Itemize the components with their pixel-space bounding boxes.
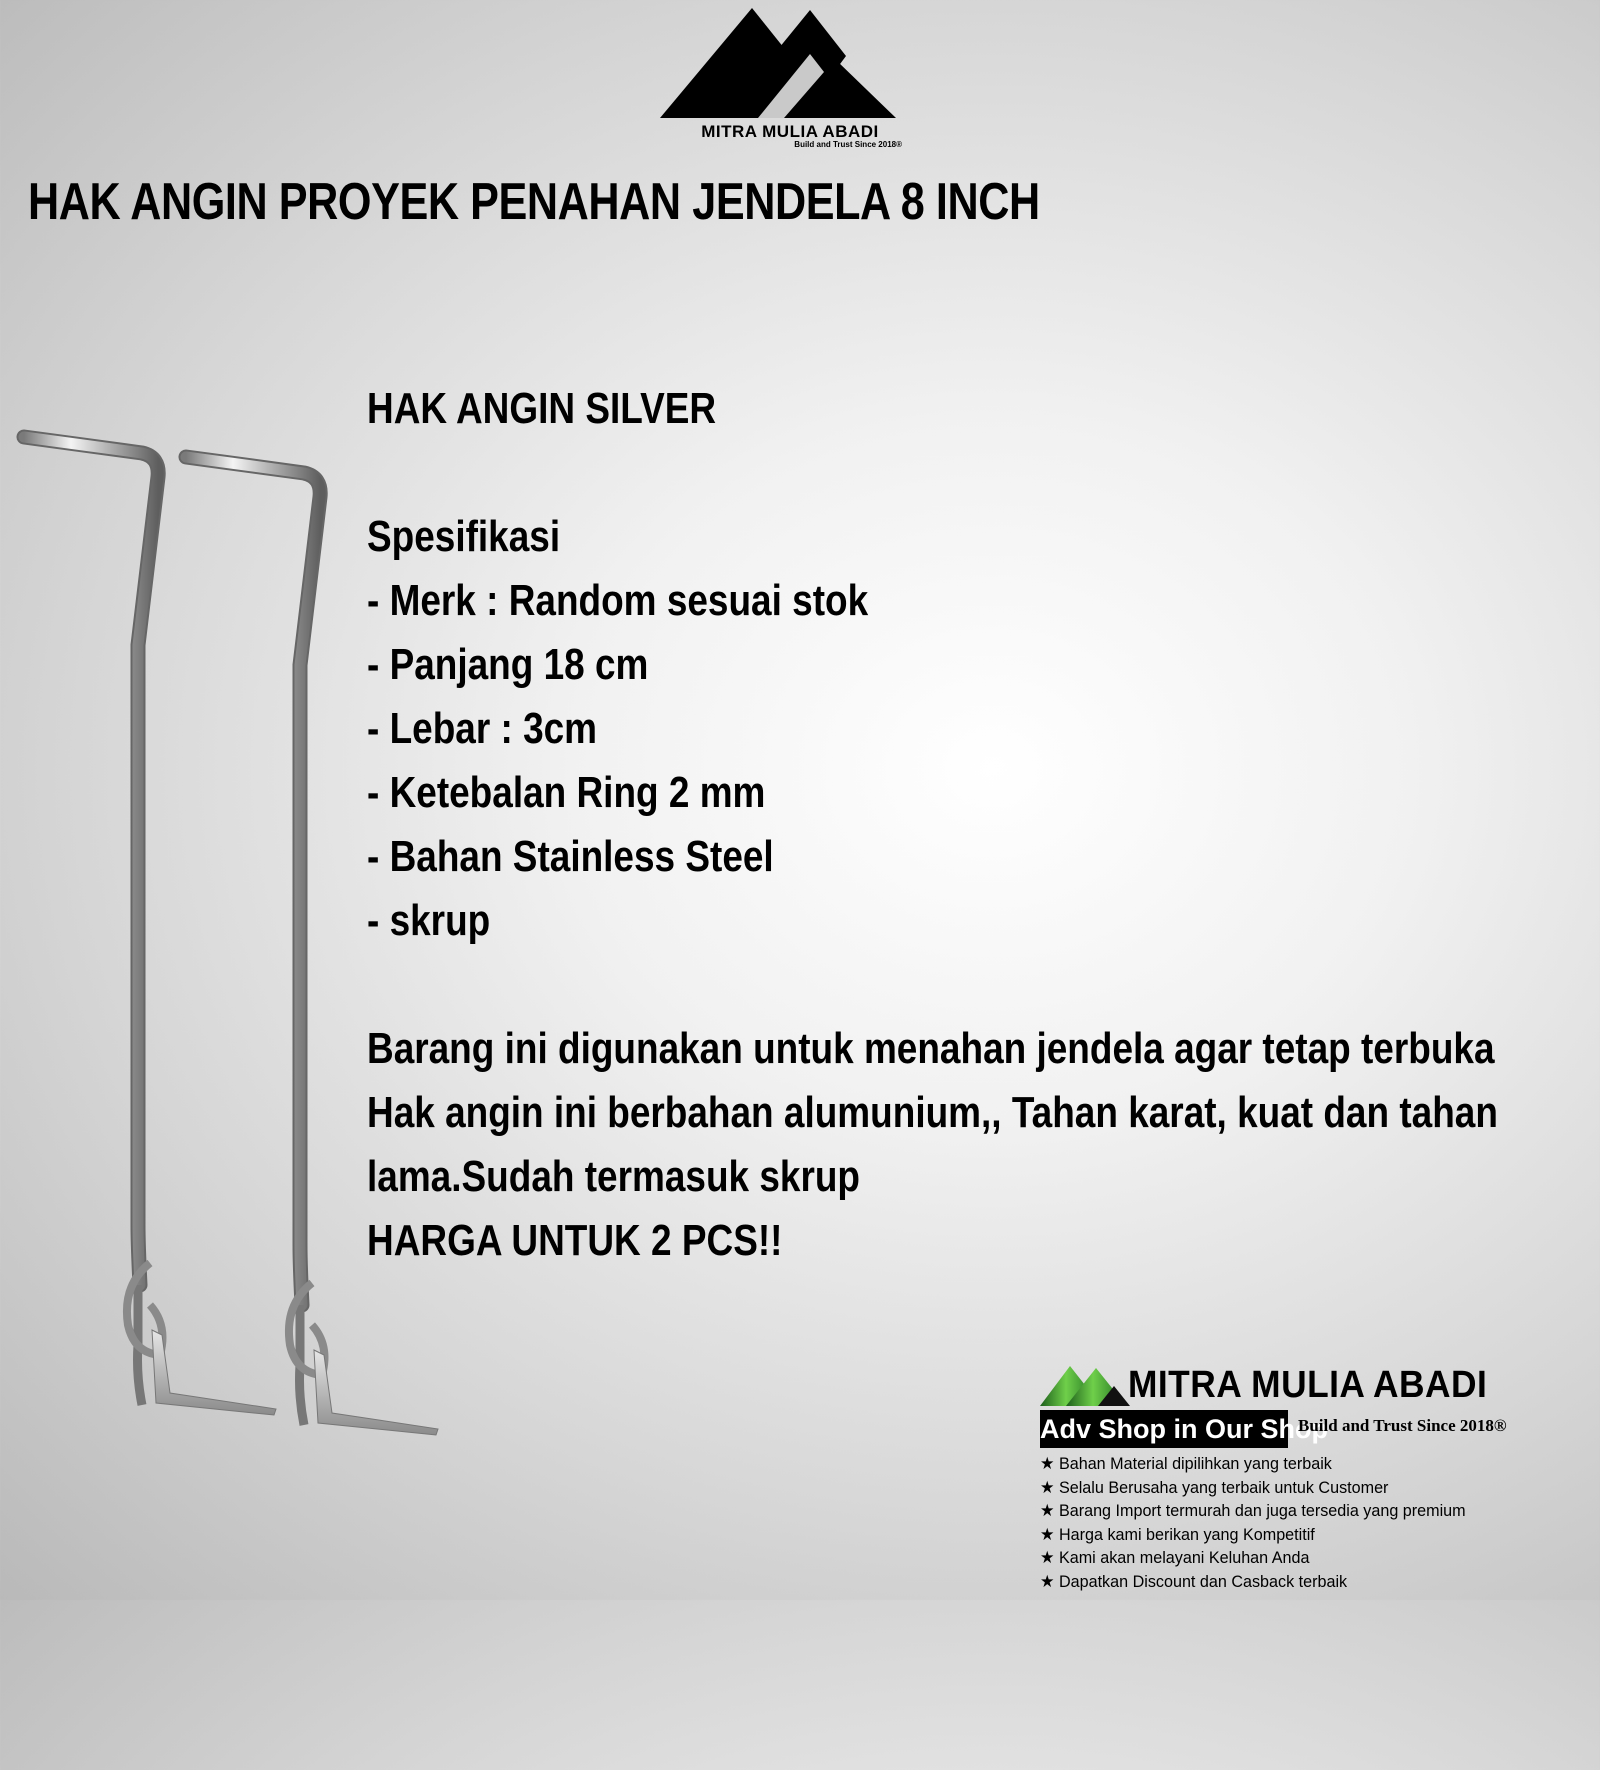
description-line: Barang ini digunakan untuk menahan jendela agar tetap terbuka [367,1024,1495,1073]
benefit-list [1040,1452,1488,1593]
footer-brand-tagline: Build and Trust Since 2018® [1298,1416,1507,1435]
description-line: lama.Sudah termasuk skrup [367,1152,860,1201]
top-logo [640,0,940,160]
shop-badge: Adv Shop in Our Shop [1040,1410,1288,1448]
spec-item: - Bahan Stainless Steel [367,832,774,881]
benefit-item: ★ Bahan Material dipilihkan yang terbaik [1040,1454,1332,1473]
description-line: Hak angin ini berbahan alumunium,, Tahan karat, kuat dan tahan [367,1088,1498,1137]
spec-heading: Spesifikasi [367,512,561,561]
hook-left [24,437,276,1415]
top-brand-tagline: Build and Trust Since 2018® [794,140,902,149]
window-hook-illustration [10,425,310,1765]
benefit-item: ★ Dapatkan Discount dan Casback terbaik [1040,1571,1348,1591]
spec-item: - skrup [367,896,491,945]
benefit-item: ★ Selalu Berusaha yang terbaik untuk Customer [1040,1477,1389,1497]
spec-item: - Panjang 18 cm [367,640,649,689]
footer-brand-block [1040,1360,1600,1600]
mountain-logo-icon [660,8,920,120]
spec-item: - Merk : Random sesuai stok [367,576,869,625]
spec-item: - Ketebalan Ring 2 mm [367,768,766,817]
benefit-item: ★ Barang Import termurah dan juga tersedia yang premium [1040,1501,1466,1520]
benefit-item: ★ Kami akan melayani Keluhan Anda [1040,1548,1310,1567]
page-title: HAK ANGIN PROYEK PENAHAN JENDELA 8 INCH [28,173,1040,231]
spec-item: - Lebar : 3cm [367,704,598,753]
green-mountain-logo-icon [1040,1362,1132,1406]
footer-brand-name: MITRA MULIA ABADI [1128,1364,1488,1406]
product-subtitle: HAK ANGIN SILVER [367,384,717,433]
price-note: HARGA UNTUK 2 PCS!! [367,1216,783,1265]
product-image [10,425,310,1770]
top-brand-name: MITRA MULIA ABADI [701,122,879,141]
benefit-item: ★ Harga kami berikan yang Kompetitif [1040,1524,1315,1544]
